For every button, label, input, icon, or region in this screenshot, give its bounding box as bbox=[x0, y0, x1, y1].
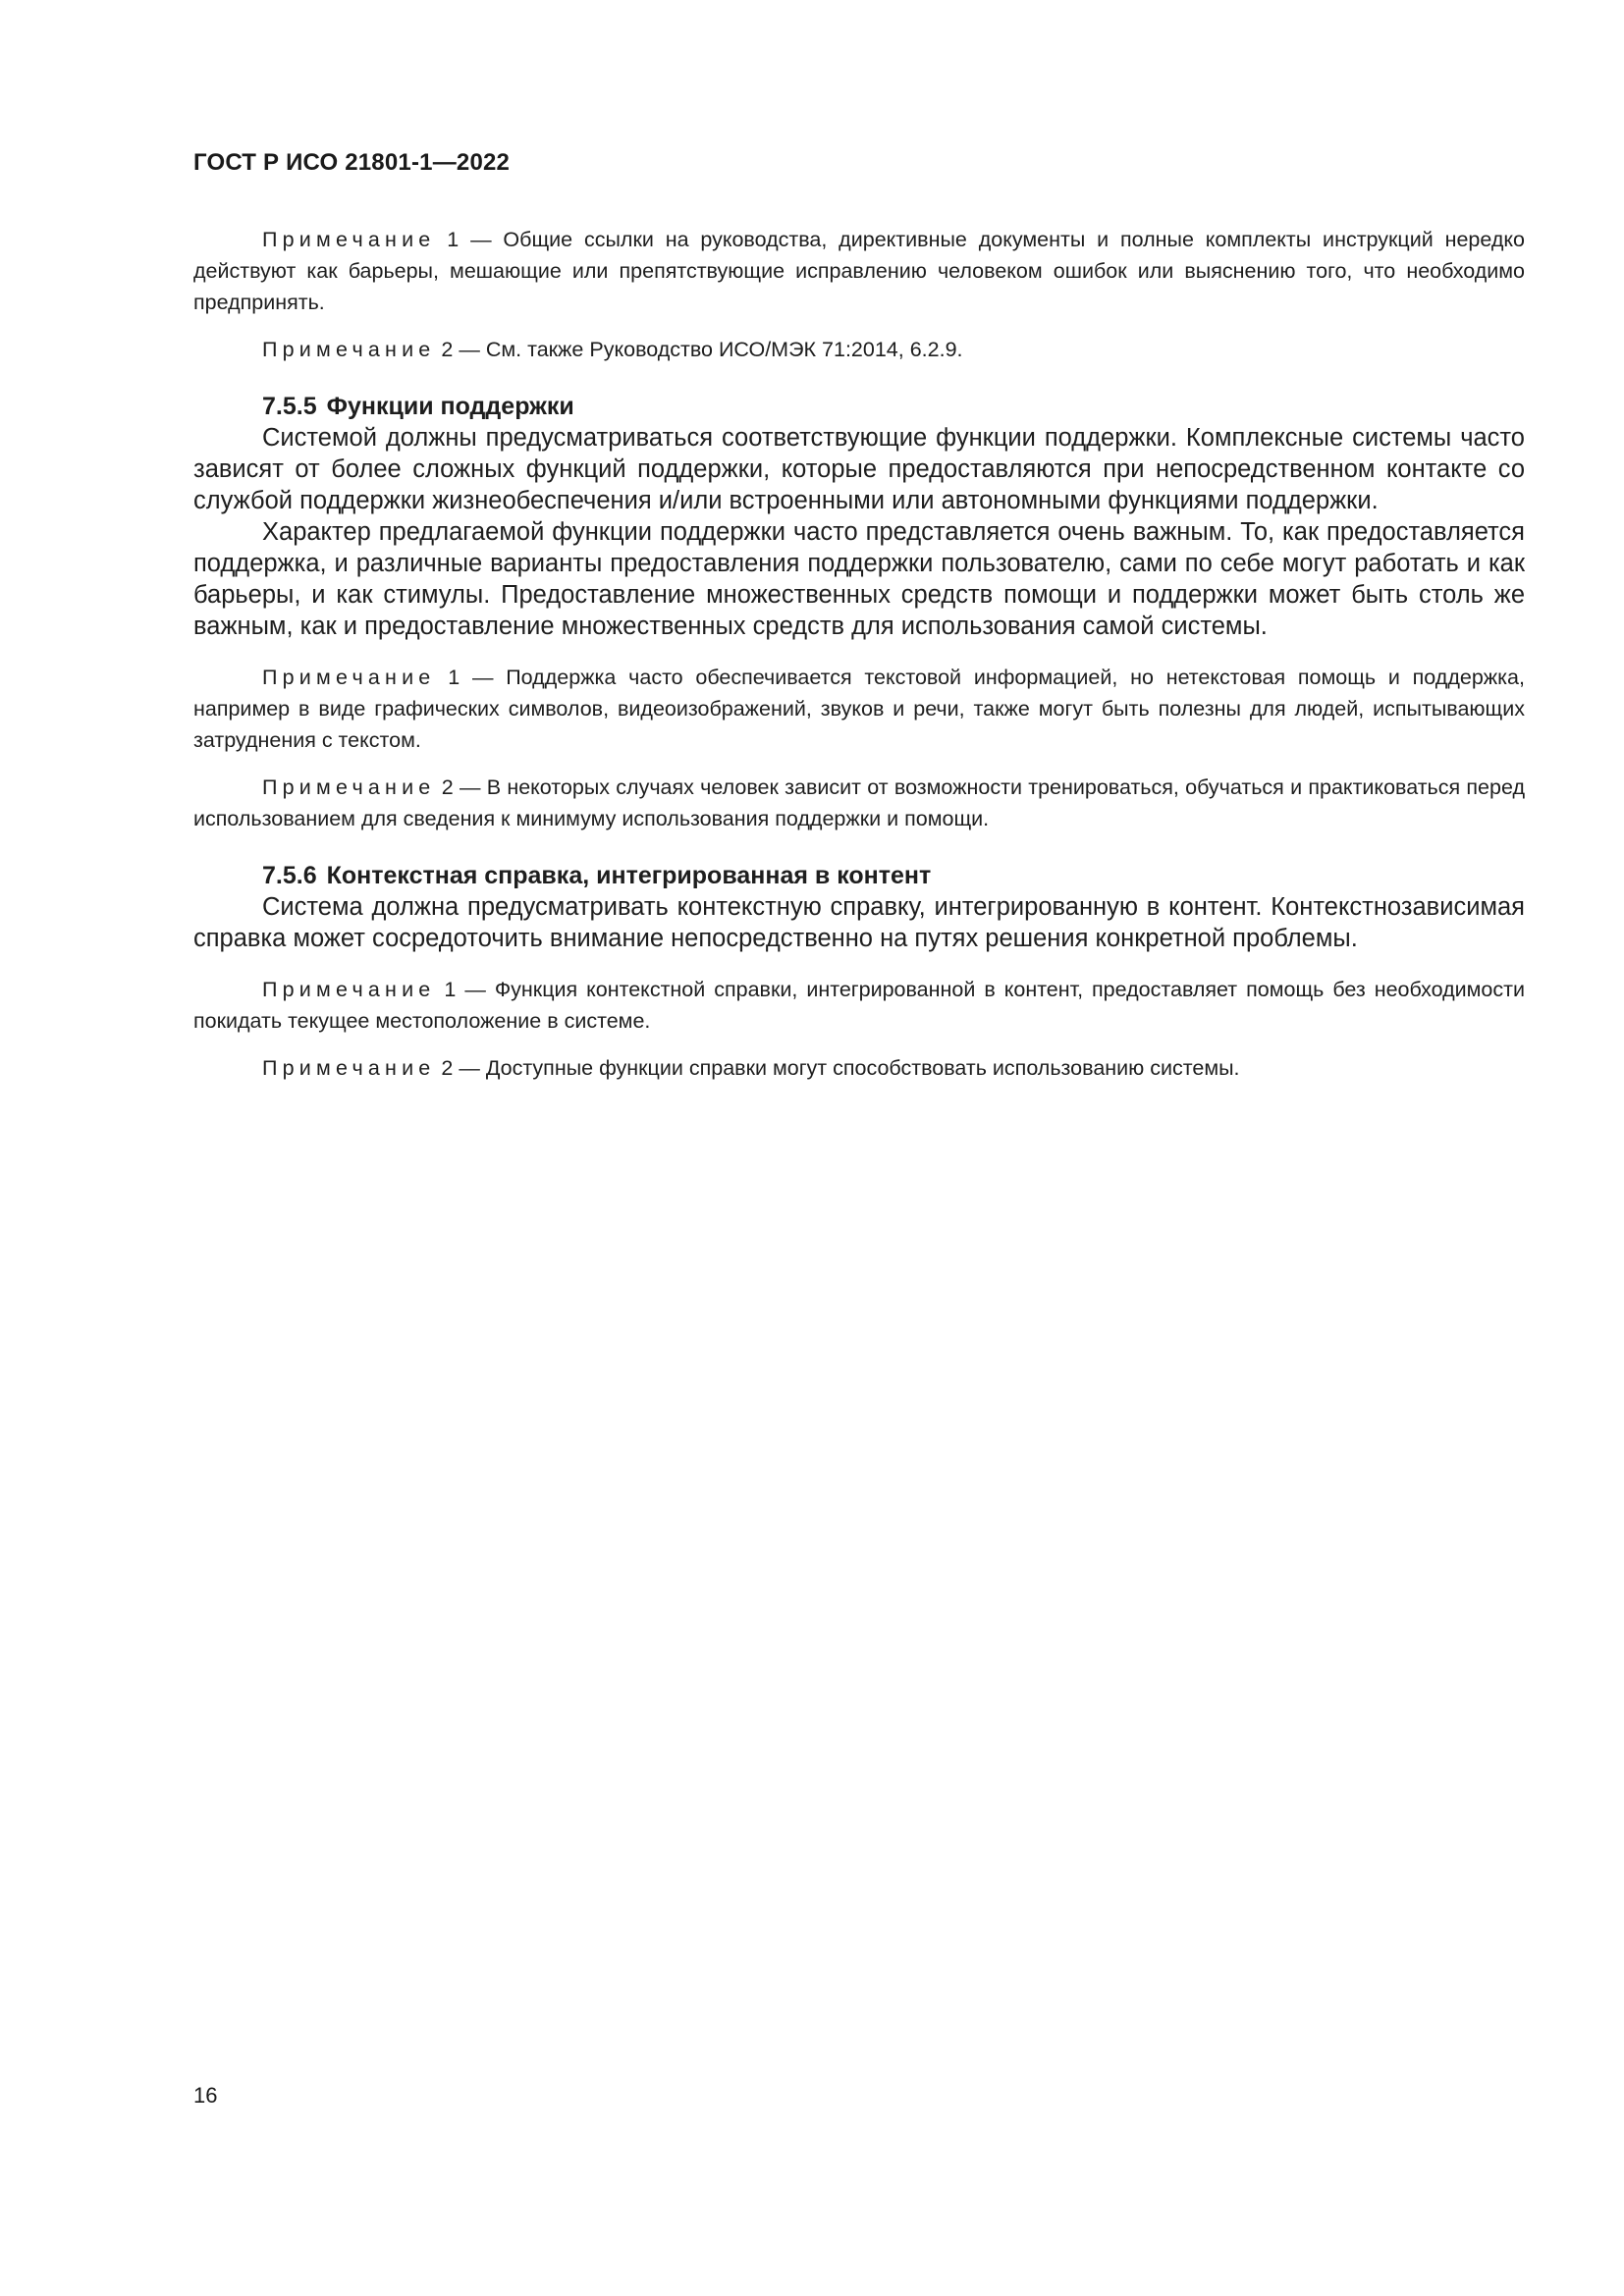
page-content bbox=[193, 224, 1525, 1099]
note-2-help-functions bbox=[193, 1052, 1525, 1084]
section-number: 7.5.5 bbox=[262, 393, 317, 420]
note-label: Примечание bbox=[262, 228, 436, 251]
note-text: 1 — Поддержка часто обеспечивается текстовой информацией, но нетекстовая помощь и поддержка, например в виде графических символов, видеоизображений, звуков и речи, также могут быть полезны для людей, испытывающих затруднения с текстом. bbox=[193, 666, 1525, 752]
note-label: Примечание bbox=[262, 775, 436, 799]
paragraph-contextual-help: Система должна предусматривать контекстную справку, интегрированную в контент. Контекстнозависимая справка может сосредоточить внимание непосредственно на путях решения конкретной проблемы. bbox=[193, 893, 1525, 952]
note-1-contextual-help bbox=[193, 974, 1525, 1037]
note-label: Примечание bbox=[262, 1056, 436, 1080]
section-title: Функции поддержки bbox=[326, 393, 574, 420]
note-text: 1 — Общие ссылки на руководства, директивные документы и полные комплекты инструкций нередко действуют как барьеры, мешающие или препятствующие исправлению человеком ошибок или выяснению того, что необходимо предпринять. bbox=[193, 228, 1525, 314]
standard-designation: ГОСТ Р ИСО 21801-1—2022 bbox=[193, 149, 511, 176]
note-2-iso-guide-reference bbox=[193, 334, 1525, 365]
paragraph-support-character: Характер предлагаемой функции поддержки часто представляется очень важным. То, как предоставляется поддержка, и различные варианты предоставления поддержки пользователю, сами по себе могут работать и как барьеры, и как стимулы. Предоставление множественных средств помощи и поддержки может быть столь же важным, как и предоставление множественных средств для использования самой системы. bbox=[193, 518, 1525, 640]
section-number: 7.5.6 bbox=[262, 862, 317, 889]
note-text: 2 — См. также Руководство ИСО/МЭК 71:2014, 6.2.9. bbox=[435, 338, 963, 361]
note-1-text-support bbox=[193, 662, 1525, 756]
page-number: 16 bbox=[193, 2083, 218, 2108]
note-label: Примечание bbox=[262, 666, 436, 689]
note-label: Примечание bbox=[262, 338, 436, 361]
note-text: 1 — Функция контекстной справки, интегрированной в контент, предоставляет помощь без необходимости покидать текущее местоположение в системе. bbox=[193, 978, 1525, 1033]
note-text: 2 — В некоторых случаях человек зависит от возможности тренироваться, обучаться и практиковаться перед использованием для сведения к минимуму использования поддержки и помощи. bbox=[193, 775, 1525, 830]
section-title: Контекстная справка, интегрированная в контент bbox=[326, 862, 932, 889]
note-label: Примечание bbox=[262, 978, 436, 1001]
note-1-general-references bbox=[193, 224, 1525, 318]
note-2-practice bbox=[193, 772, 1525, 834]
section-heading-7-5-6 bbox=[193, 860, 1525, 891]
section-heading-7-5-5 bbox=[193, 391, 1525, 422]
note-text: 2 — Доступные функции справки могут способствовать использованию системы. bbox=[435, 1056, 1240, 1080]
paragraph-support-functions: Системой должны предусматриваться соответствующие функции поддержки. Комплексные системы часто зависят от более сложных функций поддержки, которые предоставляются при непосредственном контакте со службой поддержки жизнеобеспечения и/или встроенными или автономными функциями поддержки. bbox=[193, 424, 1525, 514]
